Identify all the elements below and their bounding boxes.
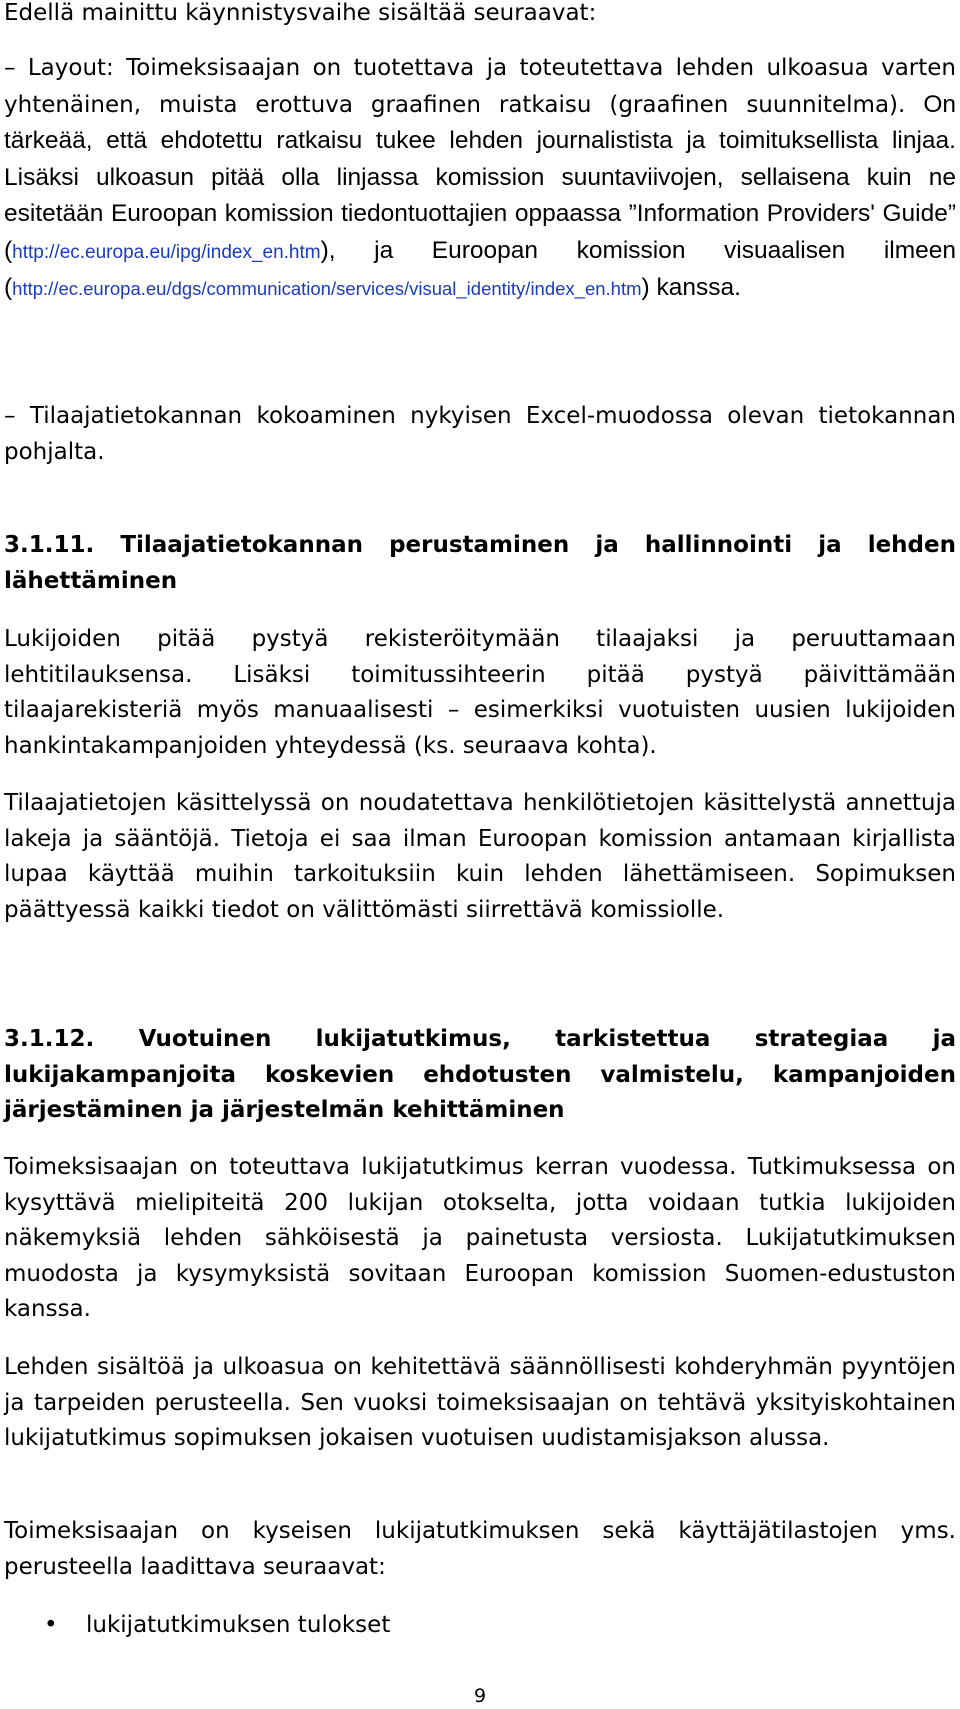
layout-item-lead: – Layout: Toimeksisaajan on tuotettava ja toteutettava lehden ulkoasua varten yhtenäinen, muista erottuva graafinen ratkaisu (graafinen suunnitelma). xyxy=(4,55,956,118)
section-11-para-2: Tilaajatietojen käsittelyssä on noudatettava henkilötietojen käsittelystä annettuja lakeja ja sääntöjä. Tietoja ei saa ilman Euroopan komission antamaan kirjallista lupaa käyttää muihin tarkoituksiin kuin lehden lähettämiseen. Sopimuksen päättyessä kaikki tiedot on välittömästi siirrettävä komissiolle. xyxy=(4,790,956,923)
section-12-para-2: Lehden sisältöä ja ulkoasua on kehitettävä säännöllisesti kohderyhmän pyyntöjen ja tarpeiden perusteella. Sen vuoksi toimeksisaajan on tehtävä yksityiskohtainen lukijatutkimus sopimuksen jokaisen vuotuisen uudistamisjakson alussa. xyxy=(4,1354,956,1451)
section-12-para-1: Toimeksisaajan on toteuttava lukijatutkimus kerran vuodessa. Tutkimuksessa on kysyttävä mielipiteitä 200 lukijan otokselta, jotta voidaan tutkia lukijoiden näkemyksiä lehden sähköisestä ja painetusta versiosta. Lukijatutkimuksen muodosta ja kysymyksistä sovitaan Euroopan komission Suomen-edustuston kanssa. xyxy=(4,1154,956,1322)
ipg-link[interactable]: http://ec.europa.eu/ipg/index_en.htm xyxy=(12,241,321,263)
intro-text: Edellä mainittu käynnistysvaihe sisältää seuraavat: xyxy=(4,0,597,26)
layout-item xyxy=(4,51,956,307)
list-item xyxy=(4,1608,956,1644)
section-11-heading: 3.1.11. Tilaajatietokannan perustaminen ja hallinnointi ja lehden lähettäminen xyxy=(4,532,956,594)
after-ipg-link: ), ja Euroopan komission visuaalisen ilmeen ( xyxy=(4,236,956,301)
section-11-para-1: Lukijoiden pitää pystyä rekisteröitymään tilaajaksi ja peruuttamaan lehtitilauksensa. Lisäksi toimitussihteerin pitää pystyä päivittämään tilaajarekisteriä myös manuaalisesti – esimerkiksi vuotuisten uusien lukijoiden hankintakampanjoiden yhteydessä (ks. seuraava kohta). xyxy=(4,626,956,759)
layout-item-alignment: On tärkeää, että ehdotettu ratkaisu tukee lehden journalistista ja toimituksellista linjaa. xyxy=(4,90,956,154)
visual-identity-link[interactable]: http://ec.europa.eu/dgs/communication/services/visual_identity/index_en.htm xyxy=(12,278,642,299)
layout-item-guidelines: Lisäksi ulkoasun pitää olla linjassa komission suuntaviivojen, sellaisena kuin ne esitetään Euroopan komission tiedontuottajien oppaassa ”Information Providers' Guide” xyxy=(4,163,956,227)
section-12-para-3: Toimeksisaajan on kyseisen lukijatutkimuksen sekä käyttäjätilastojen yms. perusteella laadittava seuraavat: xyxy=(4,1518,956,1580)
results-list xyxy=(4,1608,956,1644)
section-12-heading: 3.1.12. Vuotuinen lukijatutkimus, tarkistettua strategiaa ja lukijakampanjoita koskevien ehdotusten valmistelu, kampanjoiden järjestäminen ja järjestelmän kehittäminen xyxy=(4,1026,956,1123)
db-item: – Tilaajatietokannan kokoaminen nykyisen Excel-muodossa olevan tietokannan pohjalta. xyxy=(4,403,956,465)
bullet-icon: • xyxy=(44,1612,58,1638)
page-number: 9 xyxy=(473,1685,487,1707)
after-visual-identity-link: ) kanssa. xyxy=(641,274,741,301)
list-item-text: lukijatutkimuksen tulokset xyxy=(86,1612,391,1638)
open-paren: ( xyxy=(4,236,13,264)
